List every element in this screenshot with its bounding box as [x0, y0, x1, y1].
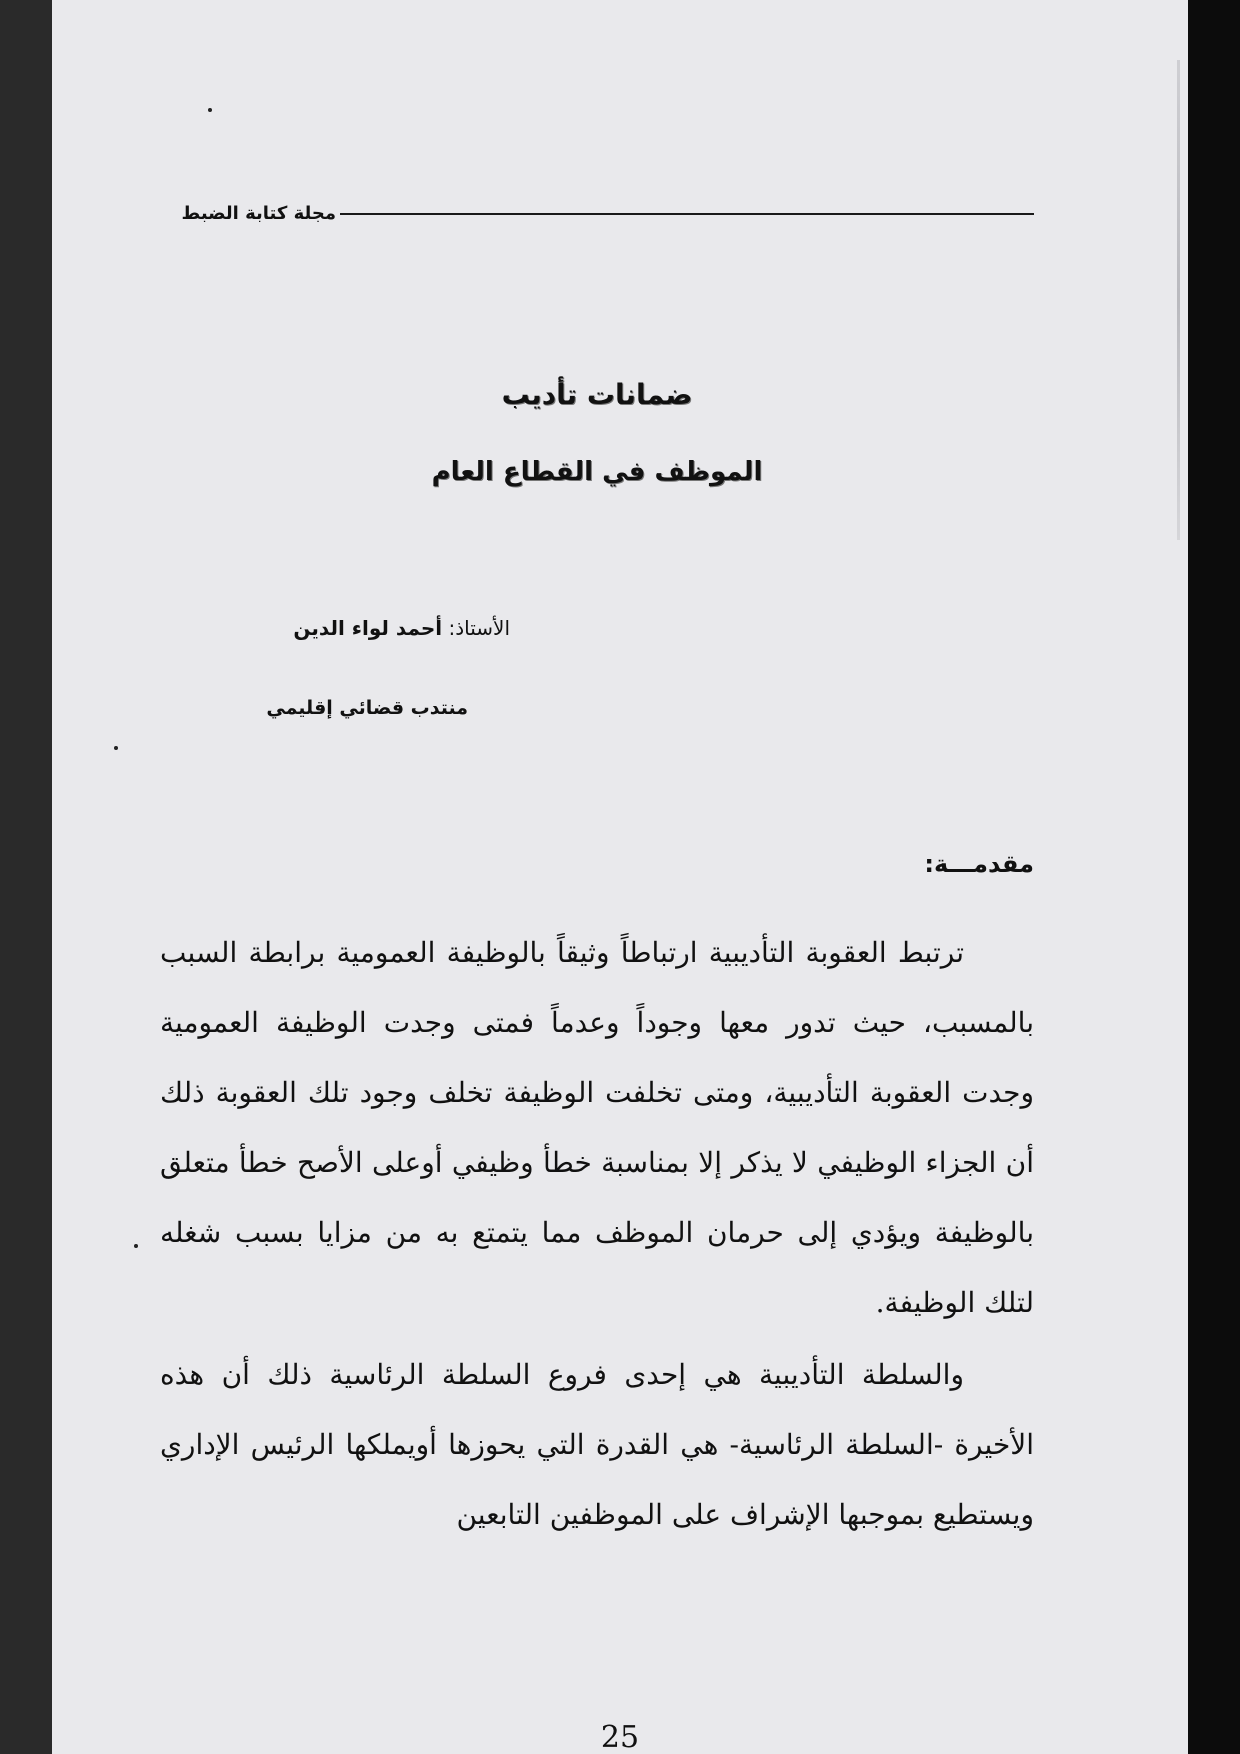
section-heading: مقدمـــة: [924, 850, 1034, 878]
journal-name: مجلة كتابة الضبط [181, 203, 336, 224]
scan-speck [134, 1244, 138, 1248]
body-paragraph-2: والسلطة التأديبية هي إحدى فروع السلطة الرئاسية ذلك أن هذه الأخيرة -السلطة الرئاسية- هي القدرة التي يحوزها أويملكها الرئيس الإداري ويستطيع بموجبها الإشراف على الموظفين التابعين [160, 1358, 1034, 1531]
running-header [160, 196, 1034, 232]
page-number: 25 [600, 1720, 640, 1754]
scan-right-border [1188, 0, 1240, 1754]
author-line [160, 608, 510, 648]
author-name: أحمد لواء الدين [293, 616, 443, 640]
scan-edge-mark [1177, 60, 1180, 540]
article-title-line-1: ضمانات تأديب [501, 378, 693, 411]
author-role: منتدب قضائي إقليمي [266, 697, 468, 719]
scan-left-border [0, 0, 52, 1754]
author-label: الأستاذ: [448, 616, 510, 640]
header-rule [340, 213, 1034, 215]
body-paragraph-1: ترتبط العقوبة التأديبية ارتباطاً وثيقاً بالوظيفة العمومية برابطة السبب بالمسبب، حيث تدور معها وجوداً وعدماً فمتى وجدت الوظيفة العمومية وجدت العقوبة التأديبية، ومتى تخلفت الوظيفة تخلف وجود تلك العقوبة ذلك أن الجزاء الوظيفي لا يذكر إلا بمناسبة خطأ وظيفي أوعلى الأصح خطأ متعلق بالوظيفة ويؤدي إلى حرمان الموظف مما يتمتع به من مزايا بسبب شغله لتلك الوظيفة. [160, 936, 1034, 1319]
scan-speck [208, 108, 212, 112]
document-page [52, 0, 1188, 1754]
scan-speck [114, 746, 118, 750]
article-title-line-2: الموظف في القطاع العام [431, 457, 763, 487]
